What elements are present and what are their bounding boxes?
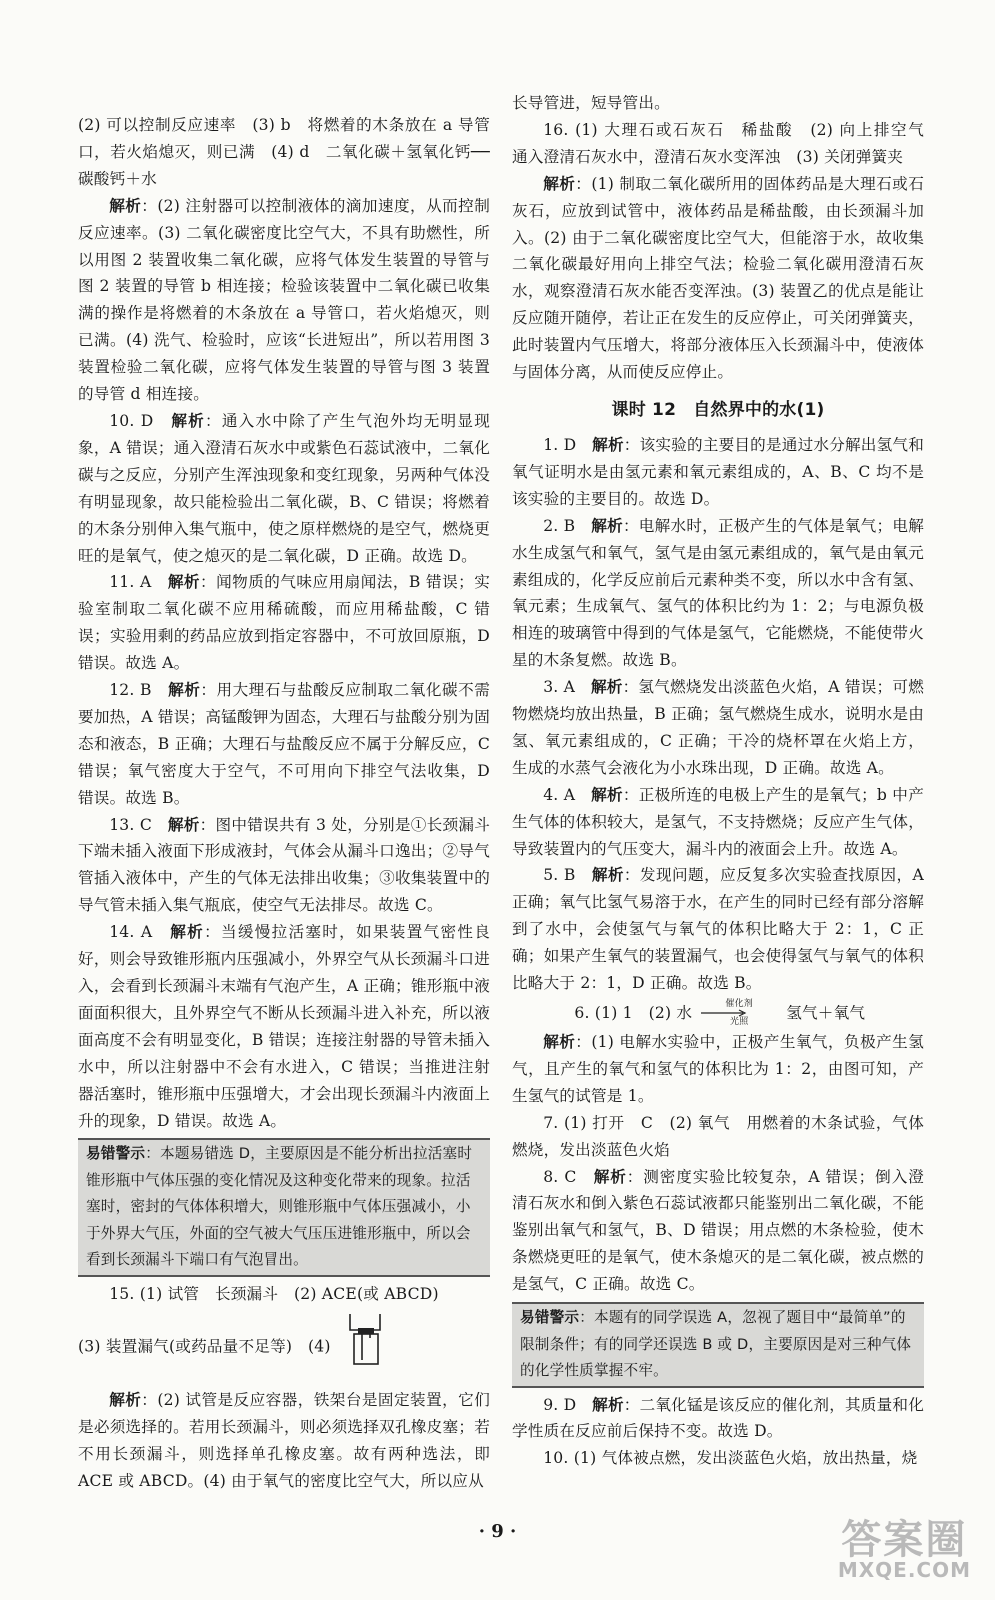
q13 — [78, 812, 490, 920]
analysis-text: ：闻物质的气味应用扇闻法，B 错误；实验室制取二氧化碳不应用稀硫酸，而应用稀盐酸，C 错误；实验用剩的药品应放到指定容器中，不可放回原瓶，D 错误。故选 A。 — [78, 573, 491, 673]
error-warning-box — [512, 1302, 924, 1388]
q11 — [78, 569, 490, 677]
answer-label: 13. C — [109, 815, 168, 834]
analysis-label: 解析 — [168, 681, 201, 700]
r9 — [512, 1392, 924, 1446]
analysis-text: ：(1) 电解水实验中，正极产生氧气，负极产生氢气，且产生的氧气和氢气的体积比为 1：2，由图可知，产生氢气的试管是 1。 — [512, 1033, 924, 1105]
r3 — [512, 674, 924, 782]
q9-answer: (2) 可以控制反应速率 (3) b 将燃着的木条放在 a 导管口，若火焰熄灭，则已满 (4) d 二氧化碳＋氢氧化钙──碳酸钙＋水 — [78, 116, 490, 188]
warning-label: 易错警示 — [520, 1309, 580, 1327]
analysis-label: 解析 — [592, 1395, 624, 1414]
analysis-text: ：(2) 注射器可以控制液体的滴加速度，从而控制反应速率。(3) 二氧化碳密度比空气大，不具有助燃性，所以用图 2 装置收集二氧化碳，应将气体发生装置的导管与图 2 装置的导管 b 相连接；检验该装置中二氧化碳已收集满的操作是将燃着的木条放在 a 导管口，若火焰熄灭，则已满。(4) 洗气、检验时，应该“长进短出”，所以若用图 3 装置检验二氧化碳，应将气体发生装置的导管与图 3 装置的导管 d 相连接。 — [78, 196, 490, 404]
r1 — [512, 432, 924, 513]
answer-label: 9. D — [543, 1395, 593, 1414]
arrow-condition-top: 催化剂 — [725, 999, 754, 1009]
warning-text: ：本题有的同学误选 A，忽视了题目中“最简单”的限制条件；有的同学还误选 B 或 D，主要原因是对三种气体的化学性质掌握不牢。 — [520, 1309, 912, 1380]
q15-analysis — [78, 1387, 490, 1495]
analysis-label: 解析 — [167, 573, 200, 592]
analysis-label: 解析 — [543, 174, 576, 193]
watermark-logo — [837, 1517, 971, 1582]
analysis-label: 解析 — [170, 923, 205, 942]
q15-continued: 长导管进，短导管出。 — [512, 94, 670, 112]
analysis-text: ：用大理石与盐酸反应制取二氧化碳不需要加热，A 错误；高锰酸钾为固态，大理石与盐酸分别为固态和液态，B 正确；大理石与盐酸反应不属于分解反应，C 错误；氧气密度大于空气，不可用向下排空气法收集，D 错误。故选 B。 — [78, 681, 490, 807]
analysis-label: 解析 — [591, 866, 624, 885]
analysis-text: ：(1) 制取二氧化碳所用的固体药品是大理石或石灰石，应放到试管中，液体药品是稀盐酸，由长颈漏斗加入。(2) 由于二氧化碳密度比空气大，但能溶于水，故收集二氧化碳最好用向上排空气法；检验二氧化碳用澄清石灰水，观察澄清石灰水能否变浑浊。(3) 装置乙的优点是能让反应随开随停，若让正在发生的反应停止，可关闭弹簧夹，此时装置内气压增大，将部分液体压入长颈漏斗中，使液体与固体分离，从而使反应停止。 — [512, 174, 924, 382]
left-column — [78, 112, 490, 1494]
analysis-label: 解析 — [543, 1033, 576, 1051]
answer-label: 10. D — [109, 411, 172, 430]
analysis-label: 解析 — [109, 1390, 142, 1409]
r2 — [512, 513, 924, 674]
r7: 7. (1) 打开 C (2) 氧气 用燃着的木条试验，气体燃烧，发出淡蓝色火焰 — [512, 1113, 924, 1159]
analysis-text: ：电解水时，正极产生的气体是氧气；电解水生成氢气和氧气，氢气是由氢元素组成的，氧气是由氧元素组成的，化学反应前后元素种类不变，所以水中含有氢、氧元素；生成氧气、氢气的体积比约为 1：2；与电源负极相连的玻璃管中得到的气体是氢气，它能燃烧，不能使带火星的木条复燃。故选 B。 — [512, 516, 925, 670]
watermark-line2: MXQE.COM — [837, 1558, 971, 1582]
q16-answer: 16. (1) 大理石或石灰石 稀盐酸 (2) 向上排空气 通入澄清石灰水中，澄清石灰水变浑浊 (3) 关闭弹簧夹 — [512, 120, 940, 166]
error-warning-box — [78, 1138, 490, 1277]
answer-label: 2. B — [543, 516, 592, 535]
analysis-label: 解析 — [109, 196, 142, 215]
analysis-label: 解析 — [593, 1167, 627, 1186]
r6-answer — [512, 997, 924, 1029]
analysis-text: ：图中错误共有 3 处，分别是①长颈漏斗下端未插入液面下形成液封，气体会从漏斗口逸出；②导气管插入液体中，产生的气体无法排出收集；③收集装置中的导气管未插入集气瓶底，使空气无法排尽。故选 C。 — [78, 815, 490, 915]
watermark-line1: 答案圈 — [841, 1517, 968, 1563]
analysis-text: ：二氧化锰是该反应的催化剂，其质量和化学性质在反应前后保持不变。故选 D。 — [512, 1395, 924, 1441]
analysis-text: ：通入水中除了产生气泡外均无明显现象，A 错误；通入澄清石灰水中或紫色石蕊试液中，二氧化碳与之反应，分别产生浑浊现象和变红现象，另两种气体没有明显现象，故只能检验出二氧化碳，B、C 错误；将燃着的木条分别伸入集气瓶中，使之原样燃烧的是空气，燃烧更旺的是氧气，使之熄灭的是二氧化碳，D 正确。故选 D。 — [78, 411, 490, 565]
q9-analysis — [78, 193, 490, 408]
answer-label: 11. A — [109, 573, 168, 592]
gas-bottle-apparatus-icon — [340, 1308, 396, 1387]
analysis-text: ：该实验的主要目的是通过水分解出氢气和氧气证明水是由氢元素和氧元素组成的，A、B、C 均不是该实验的主要目的。故选 D。 — [512, 435, 924, 508]
warning-text: ：本题易错选 D，主要原因是不能分析出拉活塞时锥形瓶中气体压强的变化情况及这种变化带来的现象。拉活塞时，密封的气体体积增大，则锥形瓶中气体压强减小，小于外界大气压，外面的空气被大气压压进锥形瓶中，所以会看到长颈漏斗下端口有气泡冒出。 — [86, 1145, 473, 1269]
analysis-text: ：正极所连的电极上产生的是氧气；b 中产生气体的体积较大，是氢气，不支持燃烧；反应产生气体，导致装置内的气压变大，漏斗内的液面会上升。故选 A。 — [512, 785, 924, 858]
answer-label: 4. A — [543, 785, 592, 804]
r6-analysis — [512, 1029, 924, 1110]
analysis-label: 解析 — [167, 815, 200, 834]
r6-answer-text: 6. (1) 1 (2) 水 — [574, 1004, 693, 1022]
answer-label: 1. D — [543, 435, 593, 454]
analysis-label: 解析 — [591, 785, 623, 804]
electrolysis-equation — [543, 997, 865, 1029]
analysis-text: ：当缓慢拉活塞时，如果装置气密性良好，则会导致锥形瓶内压强减小，外界空气从长颈漏斗口进入，会看到长颈漏斗末端有气泡产生，A 正确；锥形瓶中液面面积很大，且外界空气不断从长颈漏斗进入补充，所以液面高度不会有明显变化，B 错误；连接注射器的导管未插入水中，所以注射器中不会有水进入，C 错误；当推进注射器活塞时，锥形瓶中压强增大，才会出现长颈漏斗内液面上升的现象，D 错误。故选 A。 — [78, 923, 491, 1130]
q15-answer-a: 15. (1) 试管 长颈漏斗 (2) ACE(或 ABCD) — [109, 1284, 439, 1303]
analysis-label: 解析 — [591, 516, 623, 535]
answer-label: 12. B — [109, 681, 169, 700]
page-number: · 9 · — [478, 1521, 517, 1542]
analysis-text: ：发现问题，应反复多次实验查找原因，A 正确；氧气比氢气易溶于水，在产生的同时已经有部分溶解到了水中，会使氢气与氧气的体积比略大于 2：1，C 正确；如果产生氧气的装置漏气，也会使得氢气与氧气的体积比略大于 2：1，D 正确。故选 B。 — [512, 866, 925, 993]
right-column — [512, 90, 940, 1472]
answer-label: 8. C — [543, 1167, 594, 1186]
arrow-condition-bottom: 光照 — [730, 1017, 749, 1027]
q10 — [78, 408, 490, 569]
q15-answer-b — [78, 1308, 490, 1387]
analysis-text: ：氢气燃烧发出淡蓝色火焰，A 错误；可燃物燃烧均放出热量，B 正确；氢气燃烧生成水，说明水是由氢、氧元素组成的，C 正确；干冷的烧杯罩在火焰上方，生成的水蒸气会液化为小水珠出现，D 正确。故选 A。 — [512, 678, 924, 777]
warning-label: 易错警示 — [86, 1145, 146, 1163]
q15-answer-b-text: (3) 装置漏气(或药品量不足等) (4) — [78, 1337, 331, 1356]
q12 — [78, 677, 490, 812]
r10: 10. (1) 气体被点燃，发出淡蓝色火焰，放出热量，烧 — [543, 1449, 918, 1468]
analysis-label: 解析 — [590, 678, 623, 697]
answer-label: 3. A — [543, 678, 591, 697]
analysis-text: ：(2) 试管是反应容器，铁架台是固定装置，它们是必须选择的。若用长颈漏斗，则必须选择双孔橡皮塞；若不用长颈漏斗，则选择单孔橡皮塞。故有两种选法，即 ACE 或 ABCD。(4) 由于氧气的密度比空气大，所以应从 — [78, 1390, 490, 1490]
analysis-label: 解析 — [171, 411, 205, 430]
r8 — [512, 1164, 924, 1299]
q16-analysis — [512, 171, 924, 386]
section-heading: 课时 12 自然界中的水(1) — [611, 399, 825, 420]
analysis-text: ：测密度实验比较复杂，A 错误；倒入澄清石灰水和倒入紫色石蕊试液都只能鉴别出二氧化碳，不能鉴别出氧气和氢气，B、D 错误；用点燃的木条检验，使木条燃烧更旺的是氧气，使木条熄灭的是二氧化碳，被点燃的是氢气，C 正确。故选 C。 — [512, 1167, 924, 1294]
answer-label: 14. A — [109, 923, 171, 942]
q14 — [78, 919, 490, 1134]
r4 — [512, 782, 924, 863]
reaction-arrow — [694, 999, 753, 1027]
r6-products: 氢气＋氧气 — [786, 1004, 866, 1022]
r5 — [512, 862, 924, 997]
analysis-label: 解析 — [592, 435, 624, 454]
answer-label: 5. B — [543, 866, 592, 885]
arrow-icon — [701, 1009, 747, 1017]
